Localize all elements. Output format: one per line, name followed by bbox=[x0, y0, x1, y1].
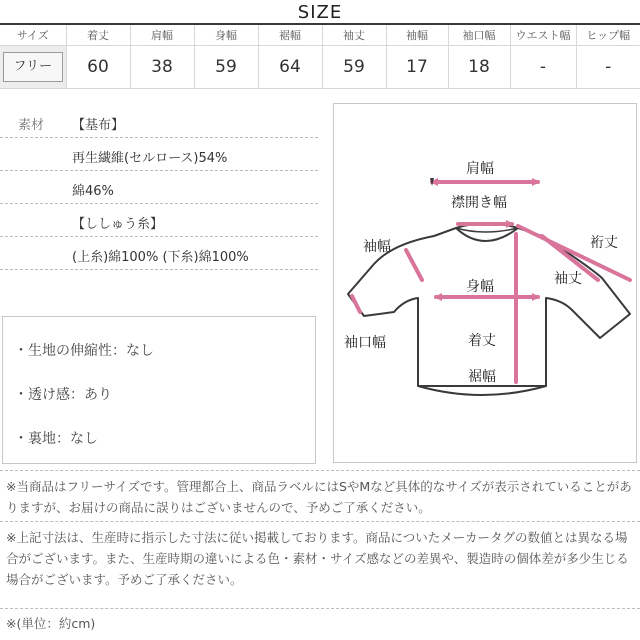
header-length: 着丈 bbox=[66, 25, 130, 46]
note-unit: ※(単位：約cm) bbox=[6, 616, 96, 631]
body-arrow-left bbox=[434, 293, 442, 301]
cuff-measure bbox=[352, 296, 360, 312]
size-table bbox=[0, 25, 640, 89]
value-length: 60 bbox=[66, 46, 130, 89]
material-line-fiber: 再生繊維(セルロース)54% bbox=[72, 151, 228, 166]
note-free-size: ※当商品はフリーサイズです。管理都合上、商品ラベルにはSやMなど具体的なサイズが表示されていることがありますが、お届けの商品に誤りはございませんので、予めご了承ください。 bbox=[6, 479, 632, 515]
header-body-width: 身幅 bbox=[194, 25, 258, 46]
property-lining: ・裏地：なし bbox=[14, 431, 98, 447]
value-sleeve-length: 59 bbox=[322, 46, 386, 89]
value-hem-width: 64 bbox=[258, 46, 322, 89]
header-waist-width: ウエスト幅 bbox=[510, 25, 576, 46]
material-label: 素材 bbox=[18, 118, 45, 133]
label-neck-opening: 襟開き幅 bbox=[451, 195, 507, 211]
header-hip-width: ヒップ幅 bbox=[576, 25, 640, 46]
label-yuki: 裄丈 bbox=[590, 235, 618, 251]
notes-divider bbox=[0, 521, 640, 522]
material-divider bbox=[0, 269, 318, 270]
value-sleeve-width: 17 bbox=[386, 46, 448, 89]
size-free-label: フリー bbox=[3, 52, 63, 82]
value-shoulder: 38 bbox=[130, 46, 194, 89]
shoulder-arrow-right bbox=[532, 178, 540, 186]
material-divider bbox=[0, 170, 318, 171]
value-hip-width: - bbox=[576, 46, 640, 89]
material-divider bbox=[0, 203, 318, 204]
material-divider bbox=[0, 137, 318, 138]
label-sleeve-length: 袖丈 bbox=[554, 271, 582, 287]
material-line-thread-detail: (上糸)綿100% (下糸)綿100% bbox=[72, 250, 249, 265]
note-measurements: ※上記寸法は、生産時に指示した寸法に従い掲載しております。商品についたメーカータグの数値とは異なる場合がございます。また、生産時期の違いによる色・素材・サイズ感などの差異や、製造時の個体差が多少生じる場合がございます。予めご了承ください。 bbox=[6, 530, 629, 587]
label-hem-width: 裾幅 bbox=[468, 369, 496, 385]
label-sleeve-width: 袖幅 bbox=[363, 239, 391, 255]
size-table-header-row bbox=[0, 25, 640, 46]
size-title: SIZE bbox=[297, 2, 343, 23]
header-size: サイズ bbox=[0, 25, 66, 46]
sleeve-width-measure bbox=[406, 250, 422, 280]
header-hem-width: 裾幅 bbox=[258, 25, 322, 46]
value-waist-width: - bbox=[510, 46, 576, 89]
material-line-cotton: 綿46% bbox=[72, 184, 114, 199]
body-arrow-right bbox=[532, 293, 540, 301]
value-body-width: 59 bbox=[194, 46, 258, 89]
header-shoulder: 肩幅 bbox=[130, 25, 194, 46]
label-length: 着丈 bbox=[468, 333, 496, 349]
garment-neck-back bbox=[456, 228, 518, 232]
header-cuff-width: 袖口幅 bbox=[448, 25, 510, 46]
notes-divider bbox=[0, 608, 640, 609]
property-sheerness: ・透け感：あり bbox=[14, 387, 112, 403]
value-cuff-width: 18 bbox=[448, 46, 510, 89]
label-body-width: 身幅 bbox=[466, 279, 494, 295]
header-sleeve-width: 袖幅 bbox=[386, 25, 448, 46]
garment-hem-curve bbox=[418, 386, 546, 395]
row-size-cell bbox=[0, 46, 66, 89]
size-table-row bbox=[0, 46, 640, 89]
material-line-thread: 【ししゅう糸】 bbox=[72, 217, 164, 232]
material-divider bbox=[0, 236, 318, 237]
material-line-base: 【基布】 bbox=[72, 118, 125, 133]
label-shoulder: 肩幅 bbox=[466, 161, 494, 177]
header-sleeve-length: 袖丈 bbox=[322, 25, 386, 46]
notes-divider bbox=[0, 470, 640, 471]
property-stretch: ・生地の伸縮性：なし bbox=[14, 343, 154, 359]
label-cuff-width: 袖口幅 bbox=[344, 335, 386, 351]
